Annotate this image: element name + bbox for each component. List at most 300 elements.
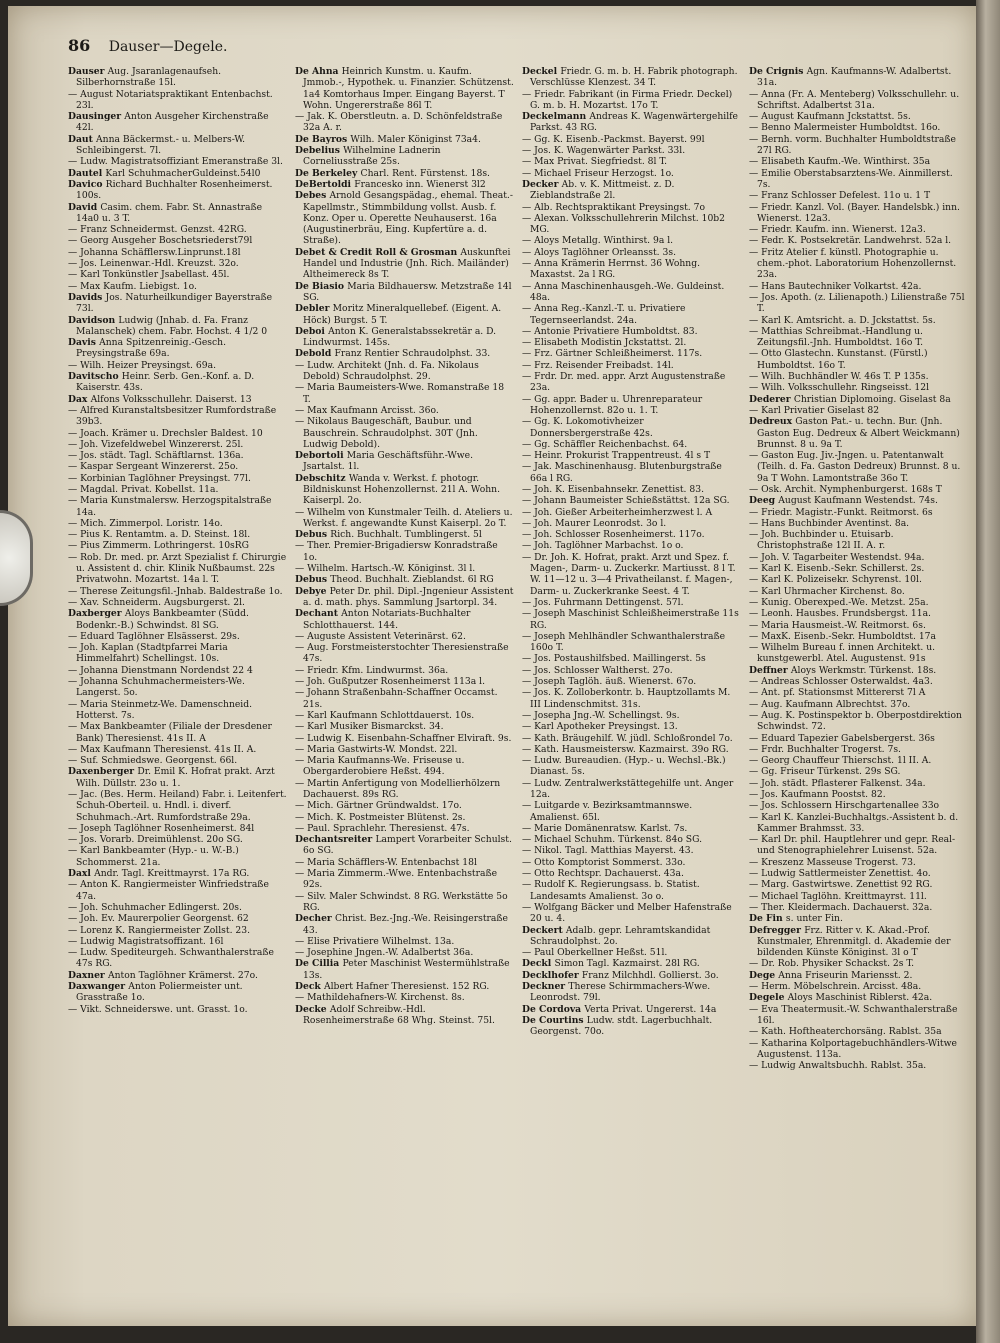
entry-text: — Ludwig Anwaltsbuchh. Rablst. 35a. — [749, 1060, 927, 1072]
entry-text: — Joh. Ev. Maurerpolier Georgenst. 62 — [68, 913, 249, 925]
entry-text: Therese Schirmmachers-Wwe. Leonrodst. 79l. — [530, 981, 711, 1004]
directory-entry — [295, 687, 514, 710]
entry-text: — Friedr. Fabrikant (in Firma Friedr. Deckel) G. m. b. H. Mozartst. 17o T. — [522, 88, 733, 111]
entry-text: — Aloys Taglöhner Orleansst. 3s. — [522, 246, 677, 258]
entry-text: Ludw. stdt. Lagerbuchhalt. Georgenst. 70o. — [530, 1014, 713, 1038]
entry-surname: Daxenberger — [68, 766, 138, 778]
entry-text: Maria Geschäftsführ.-Wwe. Jsartalst. 1l. — [303, 450, 474, 473]
entry-text: Wilhelmine Ladnerin Corneliusstraße 25s. — [303, 145, 441, 168]
entry-surname: Dechantsreiter — [295, 834, 376, 846]
directory-entry — [68, 258, 287, 269]
directory-entry — [522, 834, 741, 845]
directory-entry — [68, 665, 287, 676]
entry-surname: Deckel — [522, 66, 561, 77]
entry-surname: Davico — [68, 178, 106, 190]
entry-surname: Debet & Credit Roll & Grosman — [295, 246, 461, 258]
entry-text: — Joh. städt. Pflasterer Falkenst. 34a. — [749, 777, 926, 789]
directory-entry — [295, 936, 514, 947]
directory-entry — [749, 958, 968, 969]
entry-surname: Deck — [295, 981, 324, 993]
directory-entry — [749, 507, 968, 518]
directory-entry — [749, 744, 968, 755]
entry-text: — Alb. Rechtspraktikant Preysingst. 7o — [522, 201, 706, 213]
entry-text: — Joh. Gußputzer Rosenheimerst 113a l. — [295, 676, 486, 688]
directory-entry — [522, 326, 741, 337]
directory-entry — [749, 834, 968, 857]
directory-entry — [522, 733, 741, 744]
entry-text: — Pius Zimmerm. Lothringerst. 10sRG — [68, 540, 250, 552]
page-number: 86 — [68, 36, 91, 55]
directory-entry — [522, 631, 741, 654]
entry-text: — Joh. V. Tagarbeiter Westendst. 94a. — [749, 551, 925, 563]
directory-entry — [522, 134, 741, 145]
directory-entry — [68, 394, 287, 405]
directory-entry — [295, 326, 514, 349]
entry-text: — Jak. K. Oberstleutn. a. D. Schönfeldstraße 32a A. r. — [295, 111, 503, 134]
directory-entry — [749, 1060, 968, 1071]
entry-text: Frz. Ritter v. K. Akad.-Prof. Kunstmaler, Ehrenmitgl. d. Akademie der bildenden Künste Königinst. 3l o T — [757, 924, 951, 959]
entry-text: Adolf Schreibw.-Hdl. Rosenheimerstraße 68 Whg. Steinst. 75l. — [303, 1003, 495, 1026]
entry-text: — Jos. Kaufmann Poostst. 82. — [749, 789, 886, 800]
entry-surname: Deboi — [295, 325, 329, 337]
entry-text: — Herm. Möbelschrein. Arcisst. 48a. — [749, 981, 922, 993]
entry-text: — Jos. Apoth. (z. Lilienapoth.) Lilienstraße 75l T. — [749, 291, 965, 315]
entry-surname: DeBertoldi — [295, 178, 355, 190]
entry-text: — Ant. pf. Stationsmst Mittererst 7l A — [749, 687, 926, 699]
directory-entry — [522, 258, 741, 281]
entry-text: — Jos. Schlossern Hirschgartenallee 33o — [749, 800, 940, 812]
directory-entry — [522, 360, 741, 371]
entry-text: Alfons Volksschullehr. Daiserst. 13 — [90, 393, 252, 405]
directory-entry — [749, 631, 968, 642]
directory-entry — [295, 348, 514, 359]
entry-text: — Mich. Gärtner Gründwaldst. 17o. — [295, 800, 462, 812]
entry-text: Rich. Buchhalt. Tumblingerst. 5l — [330, 529, 482, 541]
entry-text: Franz Rentier Schraudolphst. 33. — [334, 348, 491, 360]
directory-entry — [522, 450, 741, 461]
directory-entry — [68, 766, 287, 789]
entry-text: — Mathildehafners-W. Kirchenst. 8s. — [295, 992, 465, 1004]
directory-entry — [295, 145, 514, 168]
entry-surname: Daut — [68, 133, 97, 145]
directory-entry — [295, 303, 514, 326]
directory-entry — [295, 179, 514, 190]
entry-text: — Karl K. Polizeisekr. Schyrenst. 10l. — [749, 574, 922, 586]
entry-text: — Ludw. Zentralwerkstättegehilfe unt. Anger 12a. — [522, 777, 734, 800]
directory-entry — [68, 1004, 287, 1015]
entry-text: — Wilhelm Bureau f. innen Architekt. u. kunstgewerbl. Atel. Augustenst. 91s — [749, 642, 936, 665]
directory-entry — [749, 134, 968, 157]
directory-entry — [295, 360, 514, 383]
directory-entry — [295, 755, 514, 778]
entry-text: — Emilie Oberstabsarztens-We. Ainmillerst. 7s. — [749, 167, 953, 190]
entry-text: Dr. Emil K. Hofrat prakt. Arzt Wilh. Düllstr. 23o u. 1. — [76, 766, 275, 789]
entry-text: — Ther. Kleidermach. Dachauerst. 32a. — [749, 901, 933, 913]
entry-text: — Gg. Friseur Türkenst. 29s SG. — [749, 766, 901, 778]
directory-entry — [295, 507, 514, 530]
directory-entry — [749, 687, 968, 698]
directory-entry — [68, 518, 287, 529]
directory-entry — [522, 958, 741, 969]
directory-entry — [295, 733, 514, 744]
entry-text: — Marie Domänenratsw. Karlst. 7s. — [522, 822, 688, 834]
directory-entry — [749, 66, 968, 89]
directory-entry — [522, 925, 741, 948]
entry-text: — Ludw. Bureaudien. (Hyp.- u. Wechsl.-Bk.) Dianast. 5s. — [522, 755, 726, 778]
entry-text: Gaston Pat.- u. techn. Bur. (Jnh. Gaston Eug. Dedreux & Albert Weickmann) Brunnst. 8 u. 9a T. — [757, 416, 960, 450]
directory-entry — [68, 936, 287, 947]
entry-text: — Suf. Schmiedswe. Georgenst. 66l. — [68, 755, 238, 767]
entry-text: — Josephine Jngen.-W. Adalbertst 36a. — [295, 947, 474, 959]
directory-entry — [295, 540, 514, 563]
directory-entry — [68, 597, 287, 608]
directory-entry — [68, 586, 287, 597]
directory-entry — [749, 382, 968, 393]
entry-surname: Deeg — [749, 495, 779, 507]
directory-entry — [68, 484, 287, 495]
directory-entry — [749, 371, 968, 382]
directory-entry — [522, 879, 741, 902]
entry-text: — Joh. Buchbinder u. Etuisarb. Christophstraße 12l II. A. r. — [749, 529, 894, 552]
directory-entry — [68, 360, 287, 371]
directory-entry — [295, 111, 514, 134]
directory-entry — [68, 292, 287, 315]
entry-surname: Daxberger — [68, 608, 125, 620]
entry-text: — Frz. Gärtner Schleißheimerst. 117s. — [522, 348, 703, 360]
entry-surname: Debus — [295, 529, 331, 541]
entry-text: — Katharina Kolportagebuchhändlers-Witwe Augustenst. 113a. — [749, 1037, 957, 1060]
directory-entry — [749, 1038, 968, 1061]
entry-surname: Debelius — [295, 145, 344, 157]
directory-entry — [295, 891, 514, 914]
entry-text: — Max Kaufm. Liebigst. 1o. — [68, 280, 197, 292]
directory-entry — [295, 574, 514, 585]
entry-text: — Eduard Taglöhner Elsässerst. 29s. — [68, 630, 240, 642]
entry-text: Peter Dr. phil. Dipl.-Jngenieur Assistent a. d. math. phys. Sammlung Jsartorpl. 34. — [303, 585, 514, 608]
entry-text: — Frdr. Buchhalter Trogerst. 7s. — [749, 743, 901, 755]
directory-entry — [522, 484, 741, 495]
directory-entry — [295, 134, 514, 145]
directory-entry — [522, 744, 741, 755]
entry-text: — Jos. K. Wagenwärter Parkst. 33l. — [522, 145, 686, 157]
directory-entry — [749, 529, 968, 552]
directory-entry — [295, 665, 514, 676]
entry-text: — Gaston Eug. Jiv.-Jngen. u. Patentanwalt (Teilh. d. Fa. Gaston Dedreux) Brunnst. 8 u. 9a T Wohn. Lamontstraße 36o T. — [749, 450, 961, 484]
entry-text: Ab. v. K. Mittmeist. z. D. Zieblandstraße 2l. — [530, 178, 675, 202]
entry-surname: Dechant — [295, 608, 342, 620]
entry-surname: Dax — [68, 393, 91, 405]
directory-entry — [295, 857, 514, 868]
directory-entry — [68, 405, 287, 428]
entry-text: — Ther. Premier-Brigadiersw Konradstraße 1o. — [295, 540, 498, 563]
directory-entry — [68, 631, 287, 642]
directory-entry — [749, 1004, 968, 1027]
directory-entry — [749, 800, 968, 811]
column-3 — [522, 66, 741, 1321]
directory-entry — [749, 642, 968, 665]
entry-text: — Magdal. Privat. Kobellst. 11a. — [68, 483, 219, 495]
directory-entry — [68, 845, 287, 868]
directory-entry — [749, 405, 968, 416]
entry-text: — Benno Malermeister Humboldtst. 16o. — [749, 122, 941, 134]
entry-text: — Josepha Jng.-W. Schellingst. 9s. — [522, 709, 680, 721]
entry-text: — Ludwig Magistratsoffizant. 16l — [68, 935, 224, 947]
directory-entry — [295, 710, 514, 721]
directory-entry — [68, 337, 287, 360]
entry-text: — Georg Ausgeher Boschetsriederst79l — [68, 235, 253, 247]
entry-text: — Paul Oberkellner Heßst. 51l. — [522, 947, 668, 959]
directory-entry — [522, 800, 741, 823]
directory-entry — [749, 450, 968, 484]
directory-entry — [68, 111, 287, 134]
directory-entry — [295, 744, 514, 755]
directory-entry — [68, 755, 287, 766]
entry-text: — Maria Schäfflers-W. Entenbachst 18l — [295, 856, 477, 868]
directory-entry — [749, 925, 968, 959]
entry-surname: Decklhofer — [522, 969, 582, 981]
entry-text: — Maria Steinmetz-We. Damenschneid. Hotterst. 7s. — [68, 698, 253, 721]
entry-text: Aloys Maschinist Riblerst. 42a. — [787, 992, 933, 1004]
entry-text: — Maria Kunstmalersw. Herzogspitalstraße 14a. — [68, 495, 272, 518]
entry-text: Franz Milchhdl. Gollierst. 3o. — [581, 969, 719, 981]
directory-entry — [68, 925, 287, 936]
directory-entry — [295, 586, 514, 609]
directory-entry — [522, 778, 741, 801]
entry-text: — Karl K. Eisenb.-Sekr. Schillerst. 2s. — [749, 563, 925, 575]
directory-entry — [522, 89, 741, 112]
entry-text: — Jos. Leinenwar.-Hdl. Kreuzst. 32o. — [68, 258, 239, 270]
entry-text: — Pius K. Rentamtm. a. D. Steinst. 18l. — [68, 529, 251, 541]
directory-entry — [522, 235, 741, 246]
directory-entry — [749, 778, 968, 789]
entry-text: — Eva Theatermusit.-W. Schwanthalerstraße 16l. — [749, 1003, 958, 1026]
entry-text: Casim. chem. Fabr. St. Annastraße 14a0 u. 3 T. — [76, 201, 263, 224]
directory-entry — [295, 190, 514, 246]
directory-entry — [749, 574, 968, 585]
entry-text: — Max Privat. Siegfriedst. 8l T. — [522, 156, 668, 168]
directory-entry — [68, 913, 287, 924]
directory-entry — [749, 394, 968, 405]
entry-text: — Wilh. Heizer Preysingst. 69a. — [68, 359, 216, 371]
directory-entry — [749, 891, 968, 902]
entry-surname: Davis — [68, 337, 100, 349]
directory-entry — [749, 733, 968, 744]
entry-text: — Karl K. Kanzlei-Buchhaltgs.-Assistent b. d. Kammer Brahmsst. 33. — [749, 811, 959, 834]
entry-text: — Hans Buchbinder Aventinst. 8a. — [749, 517, 910, 529]
directory-entry — [295, 834, 514, 857]
entry-text: — Friedr. Kfm. Lindwurmst. 36a. — [295, 664, 449, 676]
directory-entry — [295, 66, 514, 111]
directory-entry — [522, 247, 741, 258]
directory-entry — [749, 789, 968, 800]
directory-entry — [749, 608, 968, 619]
entry-text: — Joh. K. Eisenbahnsekr. Zenettist. 83. — [522, 483, 704, 495]
entry-text: Heinr. Serb. Gen.-Konf. a. D. Kaiserstr. 43s. — [76, 371, 255, 394]
directory-entry — [68, 744, 287, 755]
directory-entry — [522, 868, 741, 879]
directory-entry — [749, 247, 968, 281]
entry-text: — Maria Zimmerm.-Wwe. Entenbachstraße 92s. — [295, 868, 498, 891]
entry-text: — Wilh. Volksschullehr. Ringseisst. 12l — [749, 382, 930, 394]
entry-text: — Ludwig Sattlermeister Zenettist. 4o. — [749, 868, 931, 880]
directory-entry — [522, 213, 741, 236]
directory-entry — [522, 710, 741, 721]
directory-entry — [522, 857, 741, 868]
directory-entry — [522, 970, 741, 981]
directory-entry — [522, 145, 741, 156]
directory-entry — [749, 235, 968, 246]
directory-entry — [749, 168, 968, 191]
entry-surname: Daxner — [68, 969, 108, 981]
entry-text: Theod. Buchhalt. Zieblandst. 6l RG — [330, 574, 494, 586]
directory-entry — [749, 970, 968, 981]
directory-page — [8, 6, 976, 1326]
entry-text: — Elisabeth Modistin Jckstattst. 2l. — [522, 337, 687, 349]
entry-text: — Ludw. Magistratsoffiziant Emeranstraße 3l. — [68, 156, 283, 168]
entry-text: — Karl Apotheker Preysingst. 13. — [522, 721, 678, 733]
directory-entry — [522, 665, 741, 676]
directory-entry — [295, 631, 514, 642]
entry-surname: Daxl — [68, 868, 95, 880]
entry-text: Ludwig (Jnhab. d. Fa. Franz Malanschek) chem. Fabr. Hochst. 4 1/2 0 — [76, 314, 268, 337]
entry-surname: Davids — [68, 291, 106, 303]
directory-entry — [522, 348, 741, 359]
entry-text: — Heinr. Prokurist Trappentreust. 4l s T — [522, 450, 711, 462]
entry-text: — Max Kaufmann Arcisst. 36o. — [295, 404, 439, 416]
entry-text: August Kaufmann Westendst. 74s. — [778, 495, 938, 507]
directory-entry — [295, 563, 514, 574]
entry-text: — Karl Bankbeamter (Hyp.- u. W.-B.) Schommerst. 21a. — [68, 845, 239, 868]
directory-entry — [68, 981, 287, 1004]
directory-entry — [295, 992, 514, 1003]
entry-text: — Georg Chauffeur Thierschst. 1l II. A. — [749, 755, 932, 767]
directory-entry — [522, 721, 741, 732]
entry-text: — Mich. K. Postmeister Blütenst. 2s. — [295, 811, 466, 823]
entry-text: — MaxK. Eisenb.-Sekr. Humboldtst. 17a — [749, 630, 937, 642]
directory-entry — [68, 235, 287, 246]
directory-entry — [68, 450, 287, 461]
entry-text: — Auguste Assistent Veterinärst. 62. — [295, 630, 466, 642]
entry-text: Aloys Werkmstr. Türkenst. 18s. — [790, 664, 937, 676]
entry-text: — Karl Dr. phil. Hauptlehrer und gepr. Real- und Stenographielehrer Luisenst. 52a. — [749, 834, 956, 857]
directory-entry — [68, 202, 287, 225]
entry-surname: De Cillia — [295, 958, 343, 970]
entry-text: — Kath. Hoftheaterchorsäng. Rablst. 35a — [749, 1026, 942, 1038]
entry-text: — Hans Bautechniker Volkartst. 42a. — [749, 280, 922, 292]
entry-text: — Ludw. Architekt (Jnh. d. Fa. Nikolaus Debold) Schraudolphst. 29. — [295, 359, 479, 383]
entry-text: — Wolfgang Bäcker und Melber Hafenstraße 20 u. 4. — [522, 901, 732, 925]
entry-surname: Defregger — [749, 924, 805, 936]
directory-entry — [68, 947, 287, 970]
entry-surname: Debler — [295, 303, 333, 315]
column-1 — [68, 66, 287, 1321]
directory-entry — [295, 473, 514, 507]
directory-entry — [522, 337, 741, 348]
directory-entry — [749, 586, 968, 597]
entry-text: Wanda v. Werkst. f. photogr. Bildniskunst Hohenzollernst. 21l A. Wohn. Kaiserpl. 2o. — [303, 472, 500, 507]
entry-text: — Wilhelm. Hartsch.-W. Königinst. 3l l. — [295, 563, 476, 575]
entry-text: Francesko inn. Wienerst 3l2 — [354, 178, 486, 190]
entry-surname: Davidson — [68, 314, 119, 326]
entry-text: Verta Privat. Ungererst. 14a — [584, 1003, 717, 1015]
entry-surname: De Bayros — [295, 133, 351, 145]
entry-text: Charl. Rent. Fürstenst. 18s. — [360, 167, 490, 179]
entry-surname: De Ahna — [295, 66, 342, 77]
entry-text: — Friedr. Magistr.-Funkt. Reitmorst. 6s — [749, 506, 933, 518]
directory-entry — [522, 461, 741, 484]
entry-surname: Dedreux — [749, 416, 796, 428]
directory-entry — [522, 66, 741, 89]
directory-entry — [749, 484, 968, 495]
entry-text: — Alfred Kuranstaltsbesitzer Rumfordstraße 39b3. — [68, 404, 277, 428]
entry-surname: Debold — [295, 348, 335, 360]
entry-text: — Frdr. Dr. med. appr. Arzt Augustenstraße 23a. — [522, 371, 726, 394]
directory-entry — [749, 755, 968, 766]
entry-text: — Gg. K. Lokomotivheizer Donnersbergerstraße 42s. — [522, 416, 653, 439]
entry-text: — Michael Taglöhn. Kreittmayrst. 11l. — [749, 890, 927, 902]
column-4 — [749, 66, 968, 1321]
directory-entry — [68, 168, 287, 179]
entry-text: — Anton K. Rangiermeister Winfriedstraße 47a. — [68, 879, 269, 902]
entry-text: Anna Friseurin Mariensst. 2. — [778, 969, 913, 981]
entry-text: — Jos. städt. Tagl. Schäftlarnst. 136a. — [68, 450, 244, 462]
directory-entry — [68, 879, 287, 902]
directory-entry — [68, 823, 287, 834]
entry-surname: Deckner — [522, 981, 569, 993]
directory-entry — [749, 202, 968, 225]
entry-surname: Deckelmann — [522, 111, 590, 123]
entry-text: — Fedr. K. Postsekretär. Landwehrst. 52a l. — [749, 235, 952, 247]
directory-entry — [522, 902, 741, 925]
directory-entry — [749, 563, 968, 574]
directory-entry — [522, 416, 741, 439]
directory-entry — [68, 439, 287, 450]
entry-text: — Therese Zeitungsfil.-Jnhab. Baldestraße 1o. — [68, 585, 283, 597]
directory-entry — [749, 281, 968, 292]
entry-text: — Lorenz K. Rangiermeister Zollst. 23. — [68, 924, 251, 936]
entry-text: Arnold Gesangspädag., ehemal. Theat.-Kapellmstr., Stimmbildung vollst. Ausb. f. Konz. Oper u. Operette Neuhauserst. 16a (Augustinerbräu, Eing. Kupfertüre a. d. Straße). — [303, 190, 513, 247]
directory-entry — [749, 518, 968, 529]
directory-entry — [749, 766, 968, 777]
directory-entry — [68, 902, 287, 913]
directory-entry — [68, 89, 287, 112]
entry-text: — Joach. Krämer u. Drechsler Baldest. 10 — [68, 427, 263, 439]
entry-text: — Kunig. Oberexped.-We. Metzst. 25a. — [749, 596, 929, 608]
directory-entry — [522, 1004, 741, 1015]
entry-text: Aloys Bankbeamter (Südd. Bodenkr.-B.) Schwindst. 8l SG. — [76, 608, 249, 631]
entry-text: — Gg. Schäffler Reichenbachst. 64. — [522, 438, 688, 450]
directory-entry — [749, 857, 968, 868]
entry-text: — Elise Privatiere Wilhelmst. 13a. — [295, 935, 455, 947]
directory-entry — [522, 947, 741, 958]
directory-entry — [295, 823, 514, 834]
entry-text: — Aloys Metallg. Winthirst. 9a l. — [522, 235, 674, 247]
directory-entry — [295, 721, 514, 732]
entry-text: — Kaspar Sergeant Winzererst. 25o. — [68, 461, 239, 473]
entry-text: — Jos. Vorarb. Dreimühlenst. 20o SG. — [68, 834, 243, 846]
directory-entry — [749, 111, 968, 122]
entry-text: — Matthias Schreibmat.-Handlung u. Zeitungsfil.-Jnh. Humboldtst. 16o T. — [749, 325, 923, 349]
entry-text: Anton Notariats-Buchhalter Schlotthauerst. 144. — [303, 608, 471, 631]
entry-surname: David — [68, 201, 101, 213]
entry-text: — Joh. Vizefeldwebel Winzererst. 25l. — [68, 438, 244, 450]
entry-text: — Joseph Taglöhner Rosenheimerst. 84l — [68, 822, 255, 834]
entry-text: — Eduard Tapezier Gabelsbergerst. 36s — [749, 732, 935, 744]
entry-text: — Wilh. Buchhändler W. 46s T. P 135s. — [749, 371, 929, 383]
directory-entry — [295, 958, 514, 981]
entry-text: — Alexan. Volksschullehrerin Milchst. 10b2 MG. — [522, 212, 726, 236]
entry-text: Christ. Bez.-Jng.-We. Reisingerstraße 43. — [303, 913, 508, 936]
